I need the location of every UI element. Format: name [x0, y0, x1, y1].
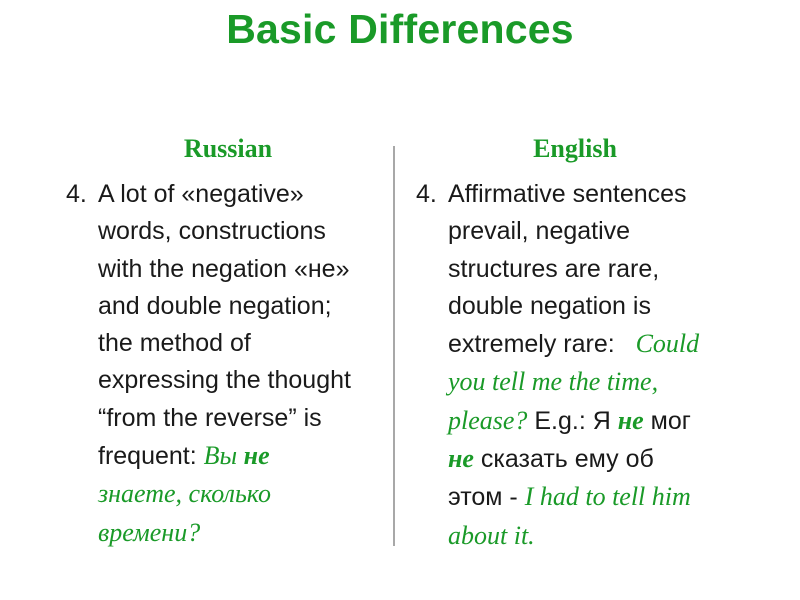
- text-line: [448, 440, 746, 478]
- text-line: expressing the thought: [98, 366, 351, 395]
- text-line: [448, 402, 746, 440]
- example-text: please?: [448, 405, 528, 435]
- text-line: structures are rare,: [448, 254, 660, 283]
- negation-highlight: не: [617, 405, 644, 435]
- text-line: Affirmative sentences: [448, 180, 687, 208]
- russian-point-4: [66, 176, 392, 552]
- negation-highlight: не: [243, 441, 270, 471]
- text-line: [98, 437, 392, 475]
- text-line: words, constructions: [98, 217, 326, 246]
- text-line: with the negation «не»: [98, 254, 350, 283]
- text-line: [448, 478, 746, 516]
- text-line: [98, 475, 392, 513]
- item-number: 4.: [66, 180, 87, 208]
- text-line: and double negation;: [98, 291, 332, 320]
- example-text: I had to tell him: [524, 482, 691, 512]
- text-fragment: мог: [643, 406, 691, 435]
- example-text: знаете, сколько: [98, 479, 271, 509]
- slide-title: Basic Differences: [226, 6, 574, 52]
- example-text: about it.: [448, 520, 535, 550]
- text-line: “from the reverse” is: [98, 403, 322, 432]
- text-fragment: сказать ему об: [473, 445, 654, 474]
- example-text: времени?: [98, 517, 201, 547]
- english-point-text: [448, 176, 746, 555]
- russian-point-text: [98, 176, 392, 552]
- text-fragment: frequent:: [98, 442, 204, 471]
- example-text: Вы: [203, 441, 244, 471]
- text-line: [98, 514, 392, 552]
- text-line: [448, 325, 746, 363]
- text-fragment: E.g.: Я: [527, 406, 618, 435]
- russian-column-heading: Russian: [183, 134, 273, 163]
- text-line: [448, 363, 746, 401]
- example-text: Could: [635, 329, 700, 359]
- text-line: the method of: [98, 329, 251, 358]
- item-number: 4.: [416, 180, 437, 208]
- negation-highlight: не: [448, 444, 474, 474]
- text-fragment: этом -: [448, 483, 525, 512]
- text-line: prevail, negative: [448, 217, 631, 246]
- example-text: you tell me the time,: [448, 367, 659, 397]
- text-line: [448, 517, 746, 555]
- english-point-4: [416, 176, 746, 555]
- column-divider: [393, 146, 395, 546]
- text-line: A lot of «negative»: [98, 180, 304, 208]
- text-line: double negation is: [448, 291, 651, 320]
- text-fragment: extremely rare:: [448, 330, 636, 359]
- english-column-heading: English: [533, 134, 617, 163]
